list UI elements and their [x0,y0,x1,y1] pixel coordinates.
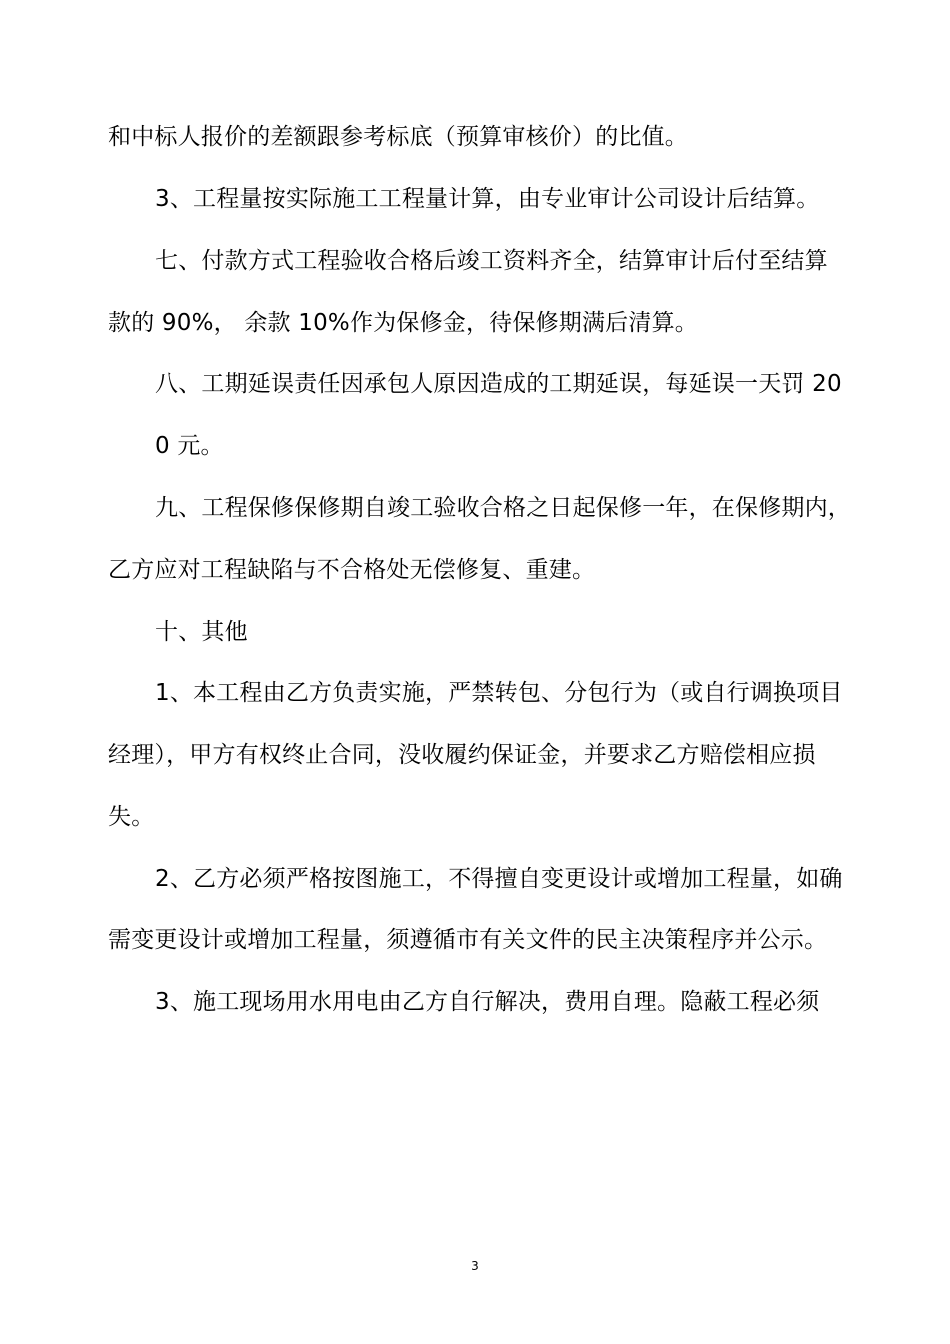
text-line: 乙方应对工程缺陷与不合格处无偿修复、重建。 [108,557,596,583]
text-line: 2、乙方必须严格按图施工，不得擅自变更设计或增加工程量，如确 [155,866,843,892]
text-line: 0 元。 [155,433,224,459]
text-line: 经理），甲方有权终止合同，没收履约保证金，并要求乙方赔偿相应损 [108,742,816,768]
text-line: 款的 90%， 余款 10%作为保修金，待保修期满后清算。 [108,310,698,336]
text-line: 八、工期延误责任因承包人原因造成的工期延误，每延误一天罚 20 [155,371,842,397]
text-line: 需变更设计或增加工程量，须遵循市有关文件的民主决策程序并公示。 [108,927,828,953]
text-line: 十、其他 [155,619,248,645]
text-line: 和中标人报价的差额跟参考标底（预算审核价）的比值。 [108,124,688,150]
text-line: 3、施工现场用水用电由乙方自行解决，费用自理。隐蔽工程必须 [155,989,820,1015]
text-line: 3、工程量按实际施工工程量计算，由专业审计公司设计后结算。 [155,186,820,212]
page-number: 3 [471,1259,479,1273]
text-line: 失。 [108,804,155,830]
text-line: 1、本工程由乙方负责实施，严禁转包、分包行为（或自行调换项目 [155,680,843,706]
text-line: 九、工程保修保修期自竣工验收合格之日起保修一年，在保修期内， [155,495,851,521]
text-line: 七、付款方式工程验收合格后竣工资料齐全，结算审计后付至结算 [155,248,828,274]
